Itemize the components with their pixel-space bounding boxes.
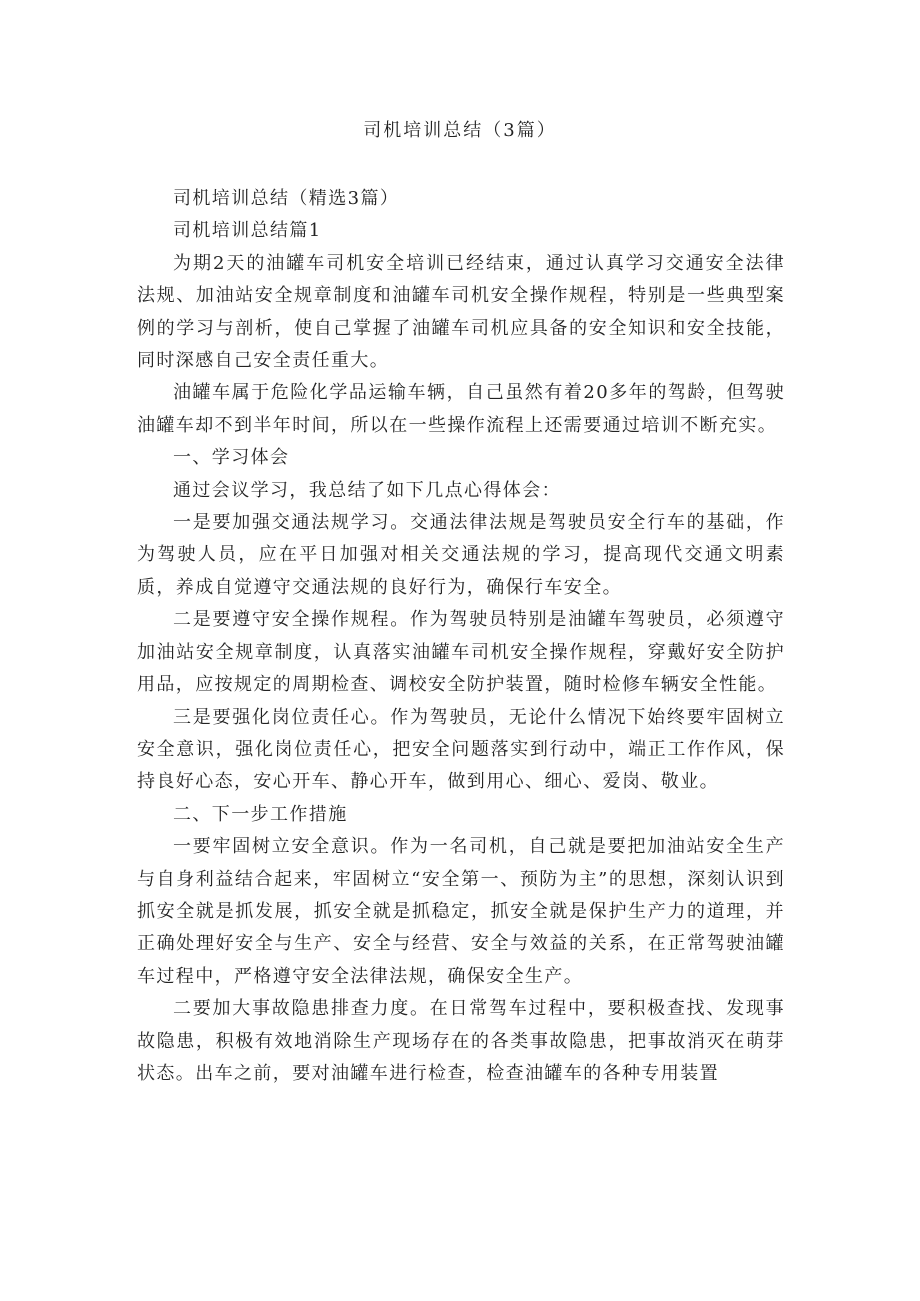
body-paragraph: 油罐车属于危险化学品运输车辆，自己虽然有着20多年的驾龄，但驾驶油罐车却不到半年时间，所以在一些操作流程上还需要通过培训不断充实。 [137,382,785,436]
section-heading-part1: 司机培训总结篇1 [173,220,322,242]
body-paragraph: 通过会议学习，我总结了如下几点心得体会： [173,479,561,501]
document-title: 司机培训总结（3篇） [363,120,557,141]
section-heading-learning: 一、学习体会 [173,447,290,469]
body-paragraph: 二要加大事故隐患排查力度。在日常驾车过程中，要积极查找、发现事故隐患，积极有效地消除生产现场存在的各类事故隐患，把事故消灭在萌芽状态。出车之前，要对油罐车进行检查，检查油罐车的各种专用装置 [137,998,785,1084]
body-paragraph: 一是要加强交通法规学习。交通法律法规是驾驶员安全行车的基础，作为驾驶人员，应在平日加强对相关交通法规的学习，提高现代交通文明素质，养成自觉遵守交通法规的良好行为，确保行车安全。 [137,512,785,598]
body-paragraph: 一要牢固树立安全意识。作为一名司机，自己就是要把加油站安全生产与自身利益结合起来，牢固树立“安全第一、预防为主”的思想，深刻认识到抓安全就是抓发展，抓安全就是抓稳定，抓安全就是保护生产力的道理，并正确处理好安全与生产、安全与经营、安全与效益的关系，在正常驾驶油罐车过程中，严格遵守安全法律法规，确保安全生产。 [137,836,785,987]
document-body [137,183,785,1090]
section-heading-next-steps: 二、下一步工作措施 [173,803,348,825]
subtitle-paragraph: 司机培训总结（精选3篇） [173,188,400,209]
body-paragraph: 为期2天的油罐车司机安全培训已经结束，通过认真学习交通安全法律法规、加油站安全规章制度和油罐车司机安全操作规程，特别是一些典型案例的学习与剖析，使自己掌握了油罐车司机应具备的安全知识和安全技能，同时深感自己安全责任重大。 [137,252,785,372]
body-paragraph: 二是要遵守安全操作规程。作为驾驶员特别是油罐车驾驶员，必须遵守加油站安全规章制度，认真落实油罐车司机安全操作规程，穿戴好安全防护用品，应按规定的周期检查、调校安全防护装置，随时检修车辆安全性能。 [137,609,785,696]
body-paragraph: 三是要强化岗位责任心。作为驾驶员，无论什么情况下始终要牢固树立安全意识，强化岗位责任心，把安全问题落实到行动中，端正工作作风，保持良好心态，安心开车、静心开车，做到用心、细心、爱岗、敬业。 [137,706,785,793]
